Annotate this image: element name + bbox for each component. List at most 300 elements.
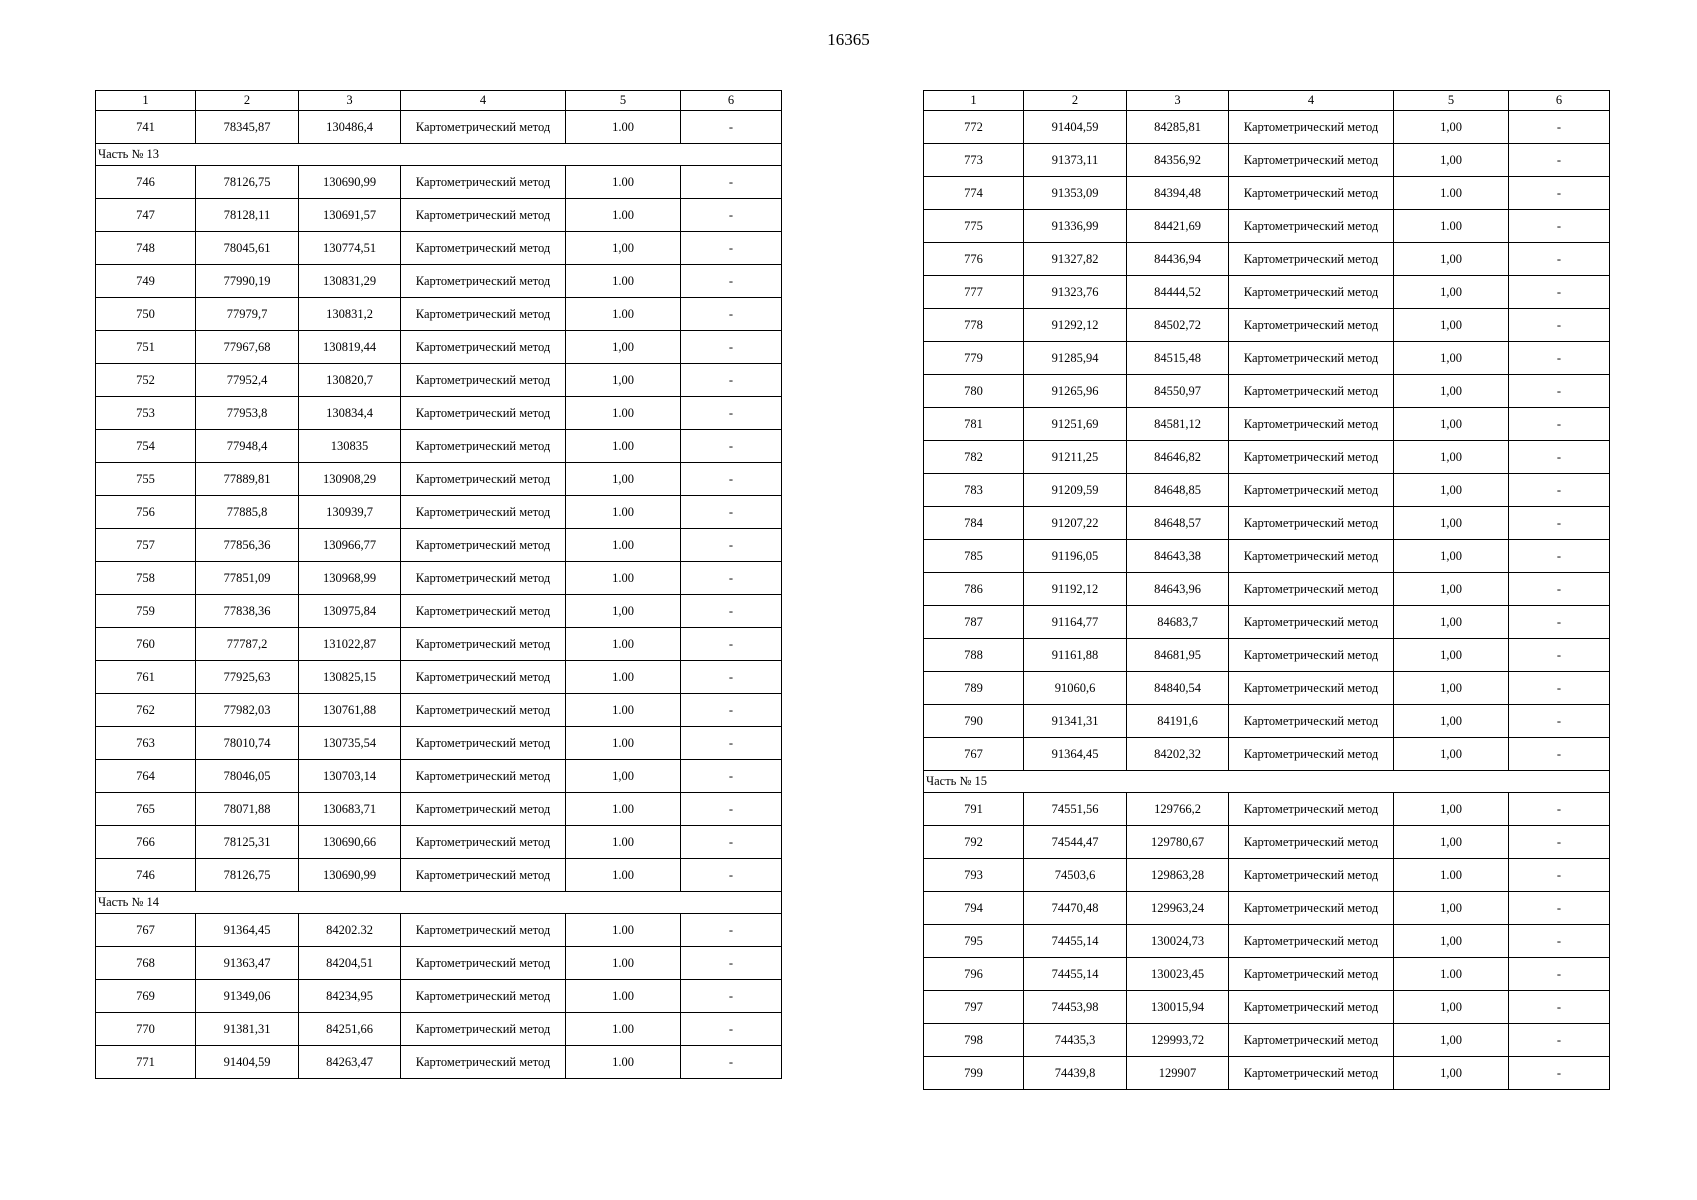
- description-cell: -: [1509, 111, 1610, 144]
- point-number-cell: 749: [96, 265, 196, 298]
- accuracy-cell: 1,00: [1394, 892, 1509, 925]
- point-number-cell: 760: [96, 628, 196, 661]
- x-coordinate-cell: 74544,47: [1024, 826, 1127, 859]
- description-cell: -: [1509, 243, 1610, 276]
- x-coordinate-cell: 91341,31: [1024, 705, 1127, 738]
- x-coordinate-cell: 77889,81: [196, 463, 299, 496]
- table-row: [96, 793, 782, 826]
- y-coordinate-cell: 130975,84: [299, 595, 401, 628]
- method-cell: Картометрический метод: [1229, 859, 1394, 892]
- table-row: [96, 661, 782, 694]
- table-row: [924, 606, 1610, 639]
- column-header: 1: [924, 91, 1024, 111]
- x-coordinate-cell: 91196,05: [1024, 540, 1127, 573]
- y-coordinate-cell: 84234,95: [299, 980, 401, 1013]
- description-cell: -: [681, 694, 782, 727]
- x-coordinate-cell: 77838,36: [196, 595, 299, 628]
- point-number-cell: 790: [924, 705, 1024, 738]
- y-coordinate-cell: 84502,72: [1127, 309, 1229, 342]
- point-number-cell: 780: [924, 375, 1024, 408]
- accuracy-cell: 1,00: [1394, 1024, 1509, 1057]
- point-number-cell: 747: [96, 199, 196, 232]
- accuracy-cell: 1,00: [1394, 507, 1509, 540]
- method-cell: Картометрический метод: [401, 859, 566, 892]
- x-coordinate-cell: 91251,69: [1024, 408, 1127, 441]
- x-coordinate-cell: 74439,8: [1024, 1057, 1127, 1090]
- x-coordinate-cell: 91207,22: [1024, 507, 1127, 540]
- y-coordinate-cell: 84646,82: [1127, 441, 1229, 474]
- point-number-cell: 764: [96, 760, 196, 793]
- point-number-cell: 763: [96, 727, 196, 760]
- table-row: [924, 1057, 1610, 1090]
- y-coordinate-cell: 84683,7: [1127, 606, 1229, 639]
- method-cell: Картометрический метод: [401, 199, 566, 232]
- accuracy-cell: 1,00: [1394, 738, 1509, 771]
- y-coordinate-cell: 130023,45: [1127, 958, 1229, 991]
- x-coordinate-cell: 78128,11: [196, 199, 299, 232]
- point-number-cell: 757: [96, 529, 196, 562]
- x-coordinate-cell: 91336,99: [1024, 210, 1127, 243]
- y-coordinate-cell: 130703,14: [299, 760, 401, 793]
- y-coordinate-cell: 130939,7: [299, 496, 401, 529]
- column-header: 2: [196, 91, 299, 111]
- description-cell: -: [1509, 474, 1610, 507]
- table-row: [924, 991, 1610, 1024]
- point-number-cell: 782: [924, 441, 1024, 474]
- description-cell: -: [1509, 793, 1610, 826]
- table-row: [96, 694, 782, 727]
- point-number-cell: 753: [96, 397, 196, 430]
- y-coordinate-cell: 84191,6: [1127, 705, 1229, 738]
- method-cell: Картометрический метод: [401, 661, 566, 694]
- point-number-cell: 754: [96, 430, 196, 463]
- accuracy-cell: 1,00: [1394, 144, 1509, 177]
- accuracy-cell: 1.00: [566, 628, 681, 661]
- table-row: [96, 529, 782, 562]
- x-coordinate-cell: 91292,12: [1024, 309, 1127, 342]
- method-cell: Картометрический метод: [401, 562, 566, 595]
- table-row: [924, 738, 1610, 771]
- method-cell: Картометрический метод: [1229, 991, 1394, 1024]
- method-cell: Картометрический метод: [1229, 243, 1394, 276]
- description-cell: -: [681, 1013, 782, 1046]
- accuracy-cell: 1,00: [1394, 441, 1509, 474]
- x-coordinate-cell: 91161,88: [1024, 639, 1127, 672]
- x-coordinate-cell: 91327,82: [1024, 243, 1127, 276]
- method-cell: Картометрический метод: [1229, 408, 1394, 441]
- method-cell: Картометрический метод: [1229, 738, 1394, 771]
- method-cell: Картометрический метод: [401, 628, 566, 661]
- x-coordinate-cell: 91209,59: [1024, 474, 1127, 507]
- accuracy-cell: 1,00: [1394, 111, 1509, 144]
- accuracy-cell: 1,00: [566, 364, 681, 397]
- x-coordinate-cell: 77952,4: [196, 364, 299, 397]
- description-cell: -: [681, 298, 782, 331]
- point-number-cell: 752: [96, 364, 196, 397]
- section-row: [96, 892, 782, 914]
- accuracy-cell: 1.00: [566, 947, 681, 980]
- description-cell: -: [681, 331, 782, 364]
- description-cell: -: [681, 914, 782, 947]
- y-coordinate-cell: 84202,32: [1127, 738, 1229, 771]
- column-header: 5: [566, 91, 681, 111]
- column-header: 4: [401, 91, 566, 111]
- y-coordinate-cell: 130486,4: [299, 111, 401, 144]
- y-coordinate-cell: 84550,97: [1127, 375, 1229, 408]
- accuracy-cell: 1.00: [566, 1013, 681, 1046]
- y-coordinate-cell: 130691,57: [299, 199, 401, 232]
- point-number-cell: 776: [924, 243, 1024, 276]
- accuracy-cell: 1.00: [566, 430, 681, 463]
- x-coordinate-cell: 77979,7: [196, 298, 299, 331]
- table-row: [924, 441, 1610, 474]
- y-coordinate-cell: 131022,87: [299, 628, 401, 661]
- method-cell: Картометрический метод: [1229, 672, 1394, 705]
- y-coordinate-cell: 84421,69: [1127, 210, 1229, 243]
- table-row: [96, 111, 782, 144]
- accuracy-cell: 1,00: [566, 760, 681, 793]
- section-title: Часть № 14: [96, 892, 782, 914]
- description-cell: -: [681, 430, 782, 463]
- description-cell: -: [681, 111, 782, 144]
- x-coordinate-cell: 91373,11: [1024, 144, 1127, 177]
- y-coordinate-cell: 84643,38: [1127, 540, 1229, 573]
- point-number-cell: 767: [924, 738, 1024, 771]
- column-header: 3: [1127, 91, 1229, 111]
- description-cell: -: [681, 760, 782, 793]
- point-number-cell: 758: [96, 562, 196, 595]
- table-row: [96, 628, 782, 661]
- method-cell: Картометрический метод: [1229, 507, 1394, 540]
- description-cell: -: [681, 793, 782, 826]
- y-coordinate-cell: 129780,67: [1127, 826, 1229, 859]
- accuracy-cell: 1,00: [1394, 639, 1509, 672]
- x-coordinate-cell: 78071,88: [196, 793, 299, 826]
- table-row: [96, 595, 782, 628]
- point-number-cell: 748: [96, 232, 196, 265]
- table-header-row: [924, 91, 1610, 111]
- description-cell: -: [1509, 738, 1610, 771]
- y-coordinate-cell: 130966,77: [299, 529, 401, 562]
- table-row: [96, 199, 782, 232]
- method-cell: Картометрический метод: [401, 364, 566, 397]
- method-cell: Картометрический метод: [401, 298, 566, 331]
- table-row: [96, 562, 782, 595]
- accuracy-cell: 1.00: [566, 826, 681, 859]
- accuracy-cell: 1.00: [566, 265, 681, 298]
- table-row: [96, 760, 782, 793]
- table-row: [924, 705, 1610, 738]
- point-number-cell: 769: [96, 980, 196, 1013]
- method-cell: Картометрический метод: [1229, 540, 1394, 573]
- accuracy-cell: 1,00: [1394, 672, 1509, 705]
- method-cell: Картометрический метод: [401, 166, 566, 199]
- x-coordinate-cell: 74470,48: [1024, 892, 1127, 925]
- accuracy-cell: 1,00: [1394, 375, 1509, 408]
- method-cell: Картометрический метод: [401, 760, 566, 793]
- table-row: [924, 177, 1610, 210]
- y-coordinate-cell: 84648,85: [1127, 474, 1229, 507]
- point-number-cell: 741: [96, 111, 196, 144]
- point-number-cell: 789: [924, 672, 1024, 705]
- method-cell: Картометрический метод: [1229, 177, 1394, 210]
- x-coordinate-cell: 77948,4: [196, 430, 299, 463]
- description-cell: -: [1509, 540, 1610, 573]
- table-row: [96, 430, 782, 463]
- method-cell: Картометрический метод: [1229, 474, 1394, 507]
- method-cell: Картометрический метод: [1229, 441, 1394, 474]
- y-coordinate-cell: 84263,47: [299, 1046, 401, 1079]
- y-coordinate-cell: 84356,92: [1127, 144, 1229, 177]
- x-coordinate-cell: 74455,14: [1024, 925, 1127, 958]
- column-header: 1: [96, 91, 196, 111]
- y-coordinate-cell: 84202.32: [299, 914, 401, 947]
- accuracy-cell: 1.00: [566, 980, 681, 1013]
- y-coordinate-cell: 84444,52: [1127, 276, 1229, 309]
- coordinates-table-left: [95, 90, 782, 1079]
- y-coordinate-cell: 129907: [1127, 1057, 1229, 1090]
- y-coordinate-cell: 130735,54: [299, 727, 401, 760]
- method-cell: Картометрический метод: [1229, 705, 1394, 738]
- method-cell: Картометрический метод: [401, 727, 566, 760]
- point-number-cell: 799: [924, 1057, 1024, 1090]
- accuracy-cell: 1.00: [566, 914, 681, 947]
- table-row: [924, 243, 1610, 276]
- x-coordinate-cell: 78126,75: [196, 166, 299, 199]
- page-number: 16365: [827, 30, 870, 49]
- method-cell: Картометрический метод: [401, 232, 566, 265]
- y-coordinate-cell: 130774,51: [299, 232, 401, 265]
- accuracy-cell: 1.00: [566, 166, 681, 199]
- accuracy-cell: 1,00: [1394, 991, 1509, 1024]
- point-number-cell: 792: [924, 826, 1024, 859]
- y-coordinate-cell: 129766,2: [1127, 793, 1229, 826]
- method-cell: Картометрический метод: [1229, 276, 1394, 309]
- description-cell: -: [681, 199, 782, 232]
- table-row: [924, 276, 1610, 309]
- accuracy-cell: 1,00: [1394, 925, 1509, 958]
- table-row: [96, 947, 782, 980]
- table-row: [96, 265, 782, 298]
- description-cell: -: [1509, 672, 1610, 705]
- x-coordinate-cell: 91364,45: [1024, 738, 1127, 771]
- description-cell: -: [1509, 144, 1610, 177]
- accuracy-cell: 1,00: [1394, 540, 1509, 573]
- method-cell: Картометрический метод: [401, 265, 566, 298]
- x-coordinate-cell: 91404,59: [1024, 111, 1127, 144]
- table-row: [924, 210, 1610, 243]
- description-cell: -: [1509, 925, 1610, 958]
- column-header: 4: [1229, 91, 1394, 111]
- table-row: [924, 859, 1610, 892]
- x-coordinate-cell: 78125,31: [196, 826, 299, 859]
- table-row: [924, 309, 1610, 342]
- point-number-cell: 797: [924, 991, 1024, 1024]
- table-row: [96, 859, 782, 892]
- point-number-cell: 774: [924, 177, 1024, 210]
- column-header: 5: [1394, 91, 1509, 111]
- y-coordinate-cell: 130825,15: [299, 661, 401, 694]
- method-cell: Картометрический метод: [401, 1046, 566, 1079]
- description-cell: -: [681, 232, 782, 265]
- y-coordinate-cell: 130820,7: [299, 364, 401, 397]
- point-number-cell: 772: [924, 111, 1024, 144]
- table-row: [924, 639, 1610, 672]
- method-cell: Картометрический метод: [1229, 826, 1394, 859]
- accuracy-cell: 1.00: [1394, 859, 1509, 892]
- y-coordinate-cell: 84648,57: [1127, 507, 1229, 540]
- y-coordinate-cell: 130683,71: [299, 793, 401, 826]
- x-coordinate-cell: 78010,74: [196, 727, 299, 760]
- y-coordinate-cell: 130968,99: [299, 562, 401, 595]
- accuracy-cell: 1.00: [566, 529, 681, 562]
- description-cell: -: [1509, 441, 1610, 474]
- y-coordinate-cell: 130834,4: [299, 397, 401, 430]
- y-coordinate-cell: 130690,99: [299, 166, 401, 199]
- y-coordinate-cell: 130831,2: [299, 298, 401, 331]
- y-coordinate-cell: 84840,54: [1127, 672, 1229, 705]
- description-cell: -: [681, 727, 782, 760]
- table-row: [924, 111, 1610, 144]
- table-row: [96, 364, 782, 397]
- point-number-cell: 766: [96, 826, 196, 859]
- description-cell: -: [1509, 210, 1610, 243]
- point-number-cell: 781: [924, 408, 1024, 441]
- point-number-cell: 777: [924, 276, 1024, 309]
- accuracy-cell: 1.00: [566, 397, 681, 430]
- accuracy-cell: 1.00: [1394, 177, 1509, 210]
- method-cell: Картометрический метод: [1229, 1057, 1394, 1090]
- method-cell: Картометрический метод: [1229, 375, 1394, 408]
- accuracy-cell: 1,00: [1394, 793, 1509, 826]
- y-coordinate-cell: 130024,73: [1127, 925, 1229, 958]
- x-coordinate-cell: 91164,77: [1024, 606, 1127, 639]
- x-coordinate-cell: 77925,63: [196, 661, 299, 694]
- method-cell: Картометрический метод: [401, 463, 566, 496]
- description-cell: -: [1509, 177, 1610, 210]
- x-coordinate-cell: 77967,68: [196, 331, 299, 364]
- y-coordinate-cell: 129863,28: [1127, 859, 1229, 892]
- description-cell: -: [1509, 507, 1610, 540]
- table-row: [924, 474, 1610, 507]
- point-number-cell: 794: [924, 892, 1024, 925]
- description-cell: -: [681, 166, 782, 199]
- description-cell: -: [681, 496, 782, 529]
- description-cell: -: [681, 628, 782, 661]
- point-number-cell: 795: [924, 925, 1024, 958]
- accuracy-cell: 1.00: [566, 562, 681, 595]
- y-coordinate-cell: 130690,99: [299, 859, 401, 892]
- column-header: 3: [299, 91, 401, 111]
- description-cell: -: [1509, 1024, 1610, 1057]
- description-cell: -: [1509, 705, 1610, 738]
- description-cell: -: [1509, 991, 1610, 1024]
- point-number-cell: 784: [924, 507, 1024, 540]
- column-header: 6: [1509, 91, 1610, 111]
- column-header: 6: [681, 91, 782, 111]
- point-number-cell: 767: [96, 914, 196, 947]
- method-cell: Картометрический метод: [401, 331, 566, 364]
- x-coordinate-cell: 77787,2: [196, 628, 299, 661]
- y-coordinate-cell: 84251,66: [299, 1013, 401, 1046]
- accuracy-cell: 1,00: [1394, 243, 1509, 276]
- description-cell: -: [681, 661, 782, 694]
- method-cell: Картометрический метод: [1229, 573, 1394, 606]
- method-cell: Картометрический метод: [1229, 111, 1394, 144]
- point-number-cell: 798: [924, 1024, 1024, 1057]
- description-cell: -: [681, 562, 782, 595]
- point-number-cell: 759: [96, 595, 196, 628]
- point-number-cell: 755: [96, 463, 196, 496]
- table-row: [96, 496, 782, 529]
- description-cell: -: [681, 364, 782, 397]
- y-coordinate-cell: 84581,12: [1127, 408, 1229, 441]
- description-cell: -: [1509, 309, 1610, 342]
- point-number-cell: 787: [924, 606, 1024, 639]
- accuracy-cell: 1.00: [566, 727, 681, 760]
- x-coordinate-cell: 78126,75: [196, 859, 299, 892]
- point-number-cell: 771: [96, 1046, 196, 1079]
- method-cell: Картометрический метод: [401, 111, 566, 144]
- description-cell: -: [1509, 276, 1610, 309]
- method-cell: Картометрический метод: [401, 947, 566, 980]
- y-coordinate-cell: 129963,24: [1127, 892, 1229, 925]
- accuracy-cell: 1.00: [566, 1046, 681, 1079]
- description-cell: -: [681, 980, 782, 1013]
- method-cell: Картометрический метод: [1229, 892, 1394, 925]
- x-coordinate-cell: 78046,05: [196, 760, 299, 793]
- table-row: [924, 375, 1610, 408]
- table-row: [924, 408, 1610, 441]
- accuracy-cell: 1,00: [1394, 606, 1509, 639]
- table-row: [924, 672, 1610, 705]
- point-number-cell: 762: [96, 694, 196, 727]
- table-row: [96, 1013, 782, 1046]
- description-cell: -: [1509, 606, 1610, 639]
- accuracy-cell: 1.00: [1394, 210, 1509, 243]
- y-coordinate-cell: 84436,94: [1127, 243, 1229, 276]
- table-row: [96, 914, 782, 947]
- table-row: [96, 727, 782, 760]
- description-cell: -: [1509, 573, 1610, 606]
- x-coordinate-cell: 77982,03: [196, 694, 299, 727]
- method-cell: Картометрический метод: [1229, 958, 1394, 991]
- method-cell: Картометрический метод: [401, 397, 566, 430]
- coordinates-table-right: [923, 90, 1610, 1090]
- description-cell: -: [1509, 408, 1610, 441]
- description-cell: -: [1509, 826, 1610, 859]
- point-number-cell: 761: [96, 661, 196, 694]
- section-title: Часть № 15: [924, 771, 1610, 793]
- point-number-cell: 786: [924, 573, 1024, 606]
- point-number-cell: 783: [924, 474, 1024, 507]
- table-row: [924, 144, 1610, 177]
- table-row: [924, 573, 1610, 606]
- accuracy-cell: 1,00: [1394, 474, 1509, 507]
- method-cell: Картометрический метод: [401, 430, 566, 463]
- accuracy-cell: 1,00: [1394, 309, 1509, 342]
- method-cell: Картометрический метод: [401, 793, 566, 826]
- accuracy-cell: 1.00: [566, 298, 681, 331]
- method-cell: Картометрический метод: [401, 914, 566, 947]
- description-cell: -: [681, 397, 782, 430]
- description-cell: -: [681, 947, 782, 980]
- point-number-cell: 785: [924, 540, 1024, 573]
- method-cell: Картометрический метод: [1229, 925, 1394, 958]
- x-coordinate-cell: 78045,61: [196, 232, 299, 265]
- table-row: [924, 925, 1610, 958]
- y-coordinate-cell: 130819,44: [299, 331, 401, 364]
